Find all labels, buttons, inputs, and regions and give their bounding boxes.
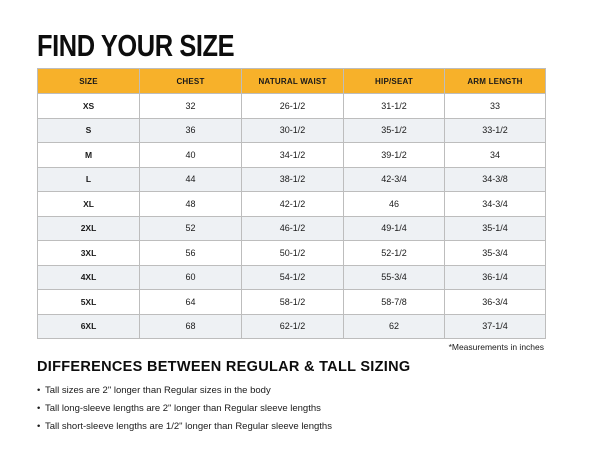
hip-seat-cell: 62 (344, 314, 445, 339)
size-cell: 6XL (38, 314, 140, 339)
chest-cell: 56 (140, 241, 242, 266)
page-title: FIND YOUR SIZE (37, 28, 235, 63)
list-item-text: Tall short-sleeve lengths are 1/2" longer than Regular sleeve lengths (45, 421, 332, 432)
table-header-row (38, 69, 546, 94)
chest-cell: 64 (140, 290, 242, 315)
section-title: DIFFERENCES BETWEEN REGULAR & TALL SIZING (37, 359, 411, 375)
table-row (38, 314, 546, 339)
table-row (38, 290, 546, 315)
chest-cell: 44 (140, 167, 242, 192)
list-item (37, 418, 332, 436)
hip-seat-cell: 39-1/2 (344, 143, 445, 168)
bullet-icon: • (37, 385, 41, 396)
chest-cell: 52 (140, 216, 242, 241)
size-cell: 3XL (38, 241, 140, 266)
size-cell: XL (38, 192, 140, 217)
size-cell: 5XL (38, 290, 140, 315)
arm-length-cell: 37-1/4 (445, 314, 546, 339)
waist-cell: 46-1/2 (242, 216, 344, 241)
column-header-size: SIZE (38, 69, 140, 94)
waist-cell: 50-1/2 (242, 241, 344, 266)
arm-length-cell: 34 (445, 143, 546, 168)
table-row (38, 167, 546, 192)
hip-seat-cell: 35-1/2 (344, 118, 445, 143)
bullet-icon: • (37, 421, 41, 432)
arm-length-cell: 36-3/4 (445, 290, 546, 315)
size-cell: 4XL (38, 265, 140, 290)
table-row (38, 94, 546, 119)
hip-seat-cell: 52-1/2 (344, 241, 445, 266)
table-row (38, 143, 546, 168)
waist-cell: 42-1/2 (242, 192, 344, 217)
arm-length-cell: 35-1/4 (445, 216, 546, 241)
list-item (37, 400, 332, 418)
table-row (38, 265, 546, 290)
column-header-arm-length: ARM LENGTH (445, 69, 546, 94)
waist-cell: 34-1/2 (242, 143, 344, 168)
tall-sizing-list (37, 382, 332, 436)
arm-length-cell: 35-3/4 (445, 241, 546, 266)
arm-length-cell: 33-1/2 (445, 118, 546, 143)
column-header-chest: CHEST (140, 69, 242, 94)
chest-cell: 40 (140, 143, 242, 168)
size-cell: S (38, 118, 140, 143)
table-row (38, 241, 546, 266)
chest-cell: 48 (140, 192, 242, 217)
table-row (38, 216, 546, 241)
size-chart-table (37, 68, 546, 339)
hip-seat-cell: 55-3/4 (344, 265, 445, 290)
list-item-text: Tall long-sleeve lengths are 2" longer than Regular sleeve lengths (45, 403, 321, 414)
arm-length-cell: 36-1/4 (445, 265, 546, 290)
size-cell: M (38, 143, 140, 168)
hip-seat-cell: 42-3/4 (344, 167, 445, 192)
waist-cell: 26-1/2 (242, 94, 344, 119)
bullet-icon: • (37, 403, 41, 414)
hip-seat-cell: 49-1/4 (344, 216, 445, 241)
chest-cell: 32 (140, 94, 242, 119)
hip-seat-cell: 46 (344, 192, 445, 217)
arm-length-cell: 33 (445, 94, 546, 119)
table-row (38, 192, 546, 217)
column-header-natural-waist: NATURAL WAIST (242, 69, 344, 94)
list-item-text: Tall sizes are 2" longer than Regular sizes in the body (45, 385, 271, 396)
waist-cell: 58-1/2 (242, 290, 344, 315)
waist-cell: 54-1/2 (242, 265, 344, 290)
measurements-note: *Measurements in inches (448, 342, 544, 352)
hip-seat-cell: 31-1/2 (344, 94, 445, 119)
column-header-hip-seat: HIP/SEAT (344, 69, 445, 94)
chest-cell: 68 (140, 314, 242, 339)
size-cell: XS (38, 94, 140, 119)
table-row (38, 118, 546, 143)
list-item (37, 382, 332, 400)
arm-length-cell: 34-3/8 (445, 167, 546, 192)
chest-cell: 60 (140, 265, 242, 290)
waist-cell: 62-1/2 (242, 314, 344, 339)
hip-seat-cell: 58-7/8 (344, 290, 445, 315)
waist-cell: 30-1/2 (242, 118, 344, 143)
waist-cell: 38-1/2 (242, 167, 344, 192)
chest-cell: 36 (140, 118, 242, 143)
arm-length-cell: 34-3/4 (445, 192, 546, 217)
size-cell: 2XL (38, 216, 140, 241)
size-cell: L (38, 167, 140, 192)
